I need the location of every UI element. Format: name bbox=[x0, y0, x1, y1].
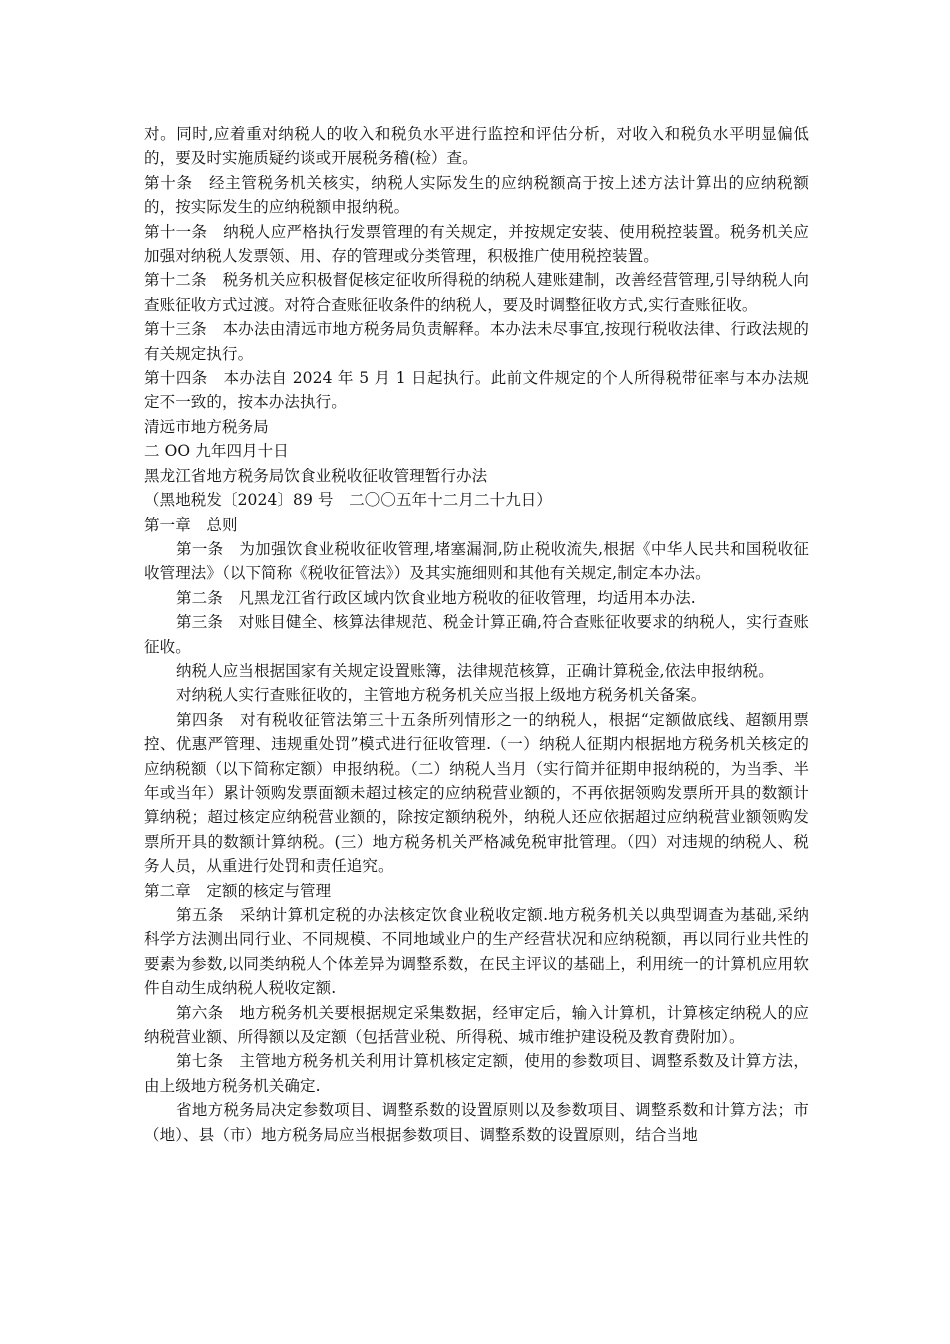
paragraph: 省地方税务局决定参数项目、调整系数的设置原则以及参数项目、调整系数和计算方法；市（地）、县（市）地方税务局应当根据参数项目、调整系数的设置原则，结合当地 bbox=[144, 1101, 809, 1144]
paragraph: 第二章 定额的核定与管理 bbox=[144, 881, 332, 900]
paragraph: 第四条 对有税收征管法第三十五条所列情形之一的纳税人，根据“定额做底线、超额用票控、优惠严管理、违规重处罚”模式进行征收管理.（一）纳税人征期内根据地方税务机关核定的应纳税额（以下简称定额）申报纳税。（二）纳税人当月（实行简并征期申报纳税的，为当季、半年或当年）累计领购发票面额未超过核定的应纳税营业额的，不再依据领购发票所开具的数额计算纳税；超过核定应纳税营业额的，除按定额纳税外，纳税人还应依据超过应纳税营业额领购发票所开具的数额计算纳税。(三）地方税务机关严格减免税审批管理。（四）对违规的纳税人、税务人员，从重进行处罚和责任追究。 bbox=[144, 710, 809, 876]
paragraph: 第三条 对账目健全、核算法律规范、税金计算正确,符合查账征收要求的纳税人，实行查账征收。 bbox=[144, 613, 809, 656]
paragraph: 第六条 地方税务机关要根据规定采集数据，经审定后，输入计算机，计算核定纳税人的应纳税营业额、所得额以及定额（包括营业税、所得税、城市维护建设税及教育费附加）。 bbox=[144, 1003, 809, 1047]
paragraph: （黑地税发〔2024〕89 号 二〇〇五年十二月二十九日） bbox=[144, 491, 552, 510]
paragraph: 对纳税人实行查账征收的，主管地方税务机关应当报上级地方税务机关备案。 bbox=[176, 686, 707, 705]
paragraph: 第一章 总则 bbox=[144, 515, 238, 534]
paragraph: 纳税人应当根据国家有关规定设置账簿，法律规范核算，正确计算税金,依法申报纳税。 bbox=[176, 661, 774, 680]
paragraph: 第十二条 税务机关应积极督促核定征收所得税的纳税人建账建制，改善经营管理,引导纳税人向查账征收方式过渡。对符合查账征收条件的纳税人，要及时调整征收方式,实行查账征收。 bbox=[144, 271, 809, 314]
paragraph: 第一条 为加强饮食业税收征收管理,堵塞漏洞,防止税收流失,根据《中华人民共和国税收征收管理法》（以下简称《税收征管法》）及其实施细则和其他有关规定,制定本办法。 bbox=[144, 539, 809, 583]
paragraph: 第七条 主管地方税务机关利用计算机核定定额，使用的参数项目、调整系数及计算方法，由上级地方税务机关确定. bbox=[144, 1052, 809, 1095]
paragraph: 黑龙江省地方税务局饮食业税收征收管理暂行办法 bbox=[144, 466, 488, 485]
paragraph: 第二条 凡黑龙江省行政区域内饮食业地方税收的征收管理，均适用本办法. bbox=[176, 588, 696, 607]
paragraph: 第十条 经主管税务机关核实，纳税人实际发生的应纳税额高于按上述方法计算出的应纳税额的，按实际发生的应纳税额申报纳税。 bbox=[144, 173, 809, 217]
paragraph: 第五条 采纳计算机定税的办法核定饮食业税收定额.地方税务机关以典型调查为基础,采纳科学方法测出同行业、不同规模、不同地域业户的生产经营状况和应纳税额，再以同行业共性的要素为参数,以同类纳税人个体差异为调整系数，在民主评议的基础上，利用统一的计算机应用软件自动生成纳税人税收定额. bbox=[144, 906, 809, 998]
paragraph: 第十四条 本办法自 2024 年 5 月 1 日起执行。此前文件规定的个人所得税带征率与本办法规定不一致的，按本办法执行。 bbox=[144, 369, 809, 412]
document-body bbox=[144, 122, 809, 1147]
paragraph: 二 OO 九年四月十日 bbox=[144, 442, 289, 461]
paragraph: 第十一条 纳税人应严格执行发票管理的有关规定，并按规定安装、使用税控装置。税务机关应加强对纳税人发票领、用、存的管理或分类管理，积极推广使用税控装置。 bbox=[144, 222, 809, 266]
paragraph: 第十三条 本办法由清远市地方税务局负责解释。本办法未尽事宜,按现行税收法律、行政法规的有关规定执行。 bbox=[144, 320, 809, 363]
paragraph: 清远市地方税务局 bbox=[144, 417, 269, 436]
paragraph: 对。同时,应着重对纳税人的收入和税负水平进行监控和评估分析，对收入和税负水平明显偏低的，要及时实施质疑约谈或开展税务稽(检）查。 bbox=[144, 125, 809, 168]
